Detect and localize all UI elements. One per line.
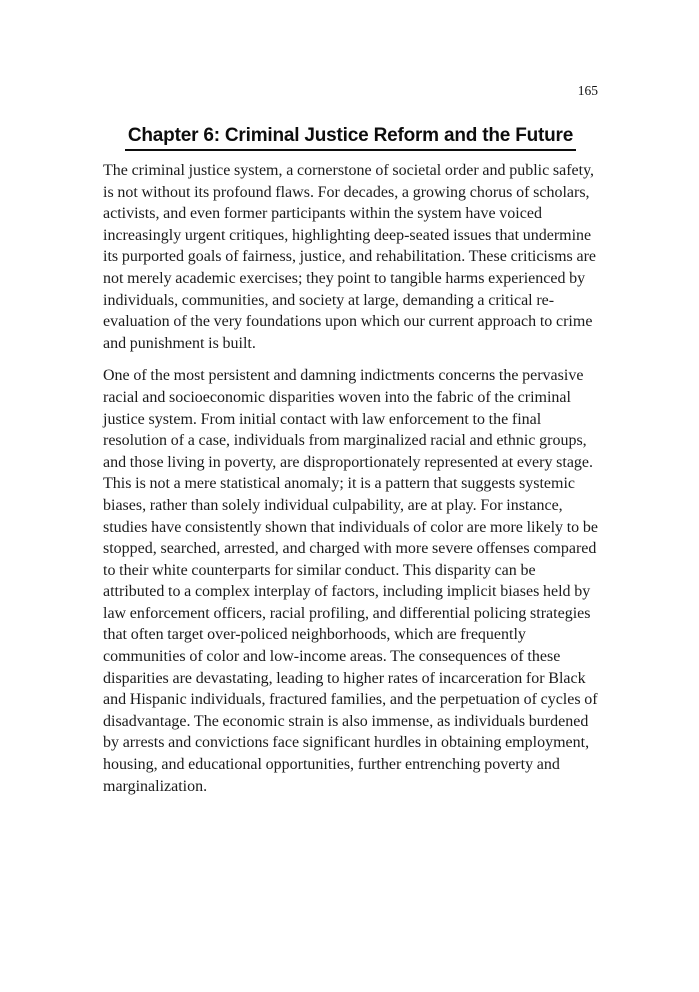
chapter-title — [103, 125, 598, 151]
chapter-title-text: Chapter 6: Criminal Justice Reform and the Future — [125, 125, 576, 151]
paragraph-1: The criminal justice system, a cornerstone of societal order and public safety, is not without its profound flaws. For decades, a growing chorus of scholars, activists, and even former participants within the system have voiced increasingly urgent critiques, highlighting deep-seated issues that undermine its purported goals of fairness, justice, and rehabilitation. These criticisms are not merely academic exercises; they point to tangible harms experienced by individuals, communities, and society at large, demanding a critical re-evaluation of the very foundations upon which our current approach to crime and punishment is built. — [103, 162, 597, 352]
page-number: 165 — [577, 83, 598, 98]
paragraph-2: One of the most persistent and damning indictments concerns the pervasive racial and socioeconomic disparities woven into the fabric of the criminal justice system. From initial contact with law enforcement to the final resolution of a case, individuals from marginalized racial and ethnic groups, and those living in poverty, are disproportionately represented at every stage. This is not a mere statistical anomaly; it is a pattern that suggests systemic biases, rather than solely individual culpability, are at play. For instance, studies have consistently shown that individuals of color are more likely to be stopped, searched, arrested, and charged with more severe offenses compared to their white counterparts for similar conduct. This disparity can be attributed to a complex interplay of factors, including implicit biases held by law enforcement officers, racial profiling, and differential policing strategies that often target over-policed neighborhoods, which are frequently communities of color and low-income areas. The consequences of these disparities are devastating, leading to higher rates of incarceration for Black and Hispanic individuals, fractured families, and the perpetuation of cycles of disadvantage. The economic strain is also immense, as individuals burdened by arrests and convictions face significant hurdles in obtaining employment, housing, and educational opportunities, further entrenching poverty and marginalization. — [103, 367, 598, 795]
